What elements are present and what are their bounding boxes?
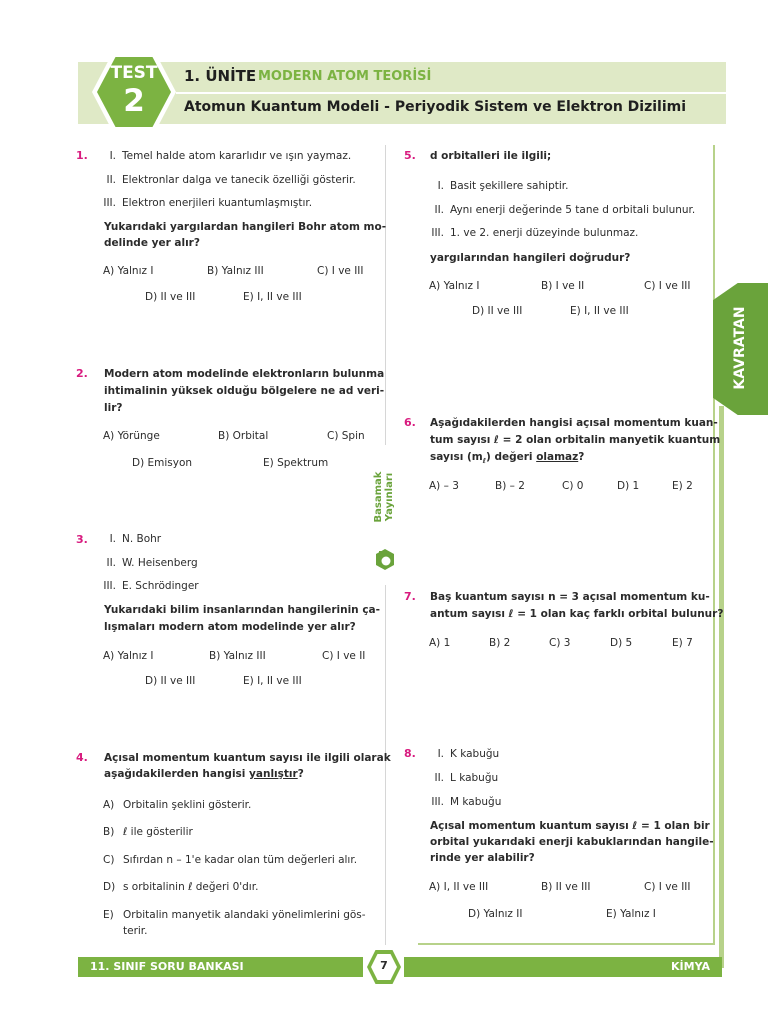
list-item: I. K kabuğu — [437, 748, 500, 760]
question-stem: lışmaları modern atom modelinde yer alır? — [104, 621, 356, 633]
option-e[interactable]: E) I, II ve III — [243, 675, 302, 687]
option-b[interactable]: B) II ve III — [541, 881, 591, 893]
option-c[interactable]: C) 3 — [549, 637, 571, 649]
question-number: 3. — [76, 533, 88, 546]
page-number: 7 — [380, 959, 388, 972]
question-stem: sayısı $(m_\ell)$ değeri olamaz? — [430, 451, 585, 466]
question-stem: tum sayısı ℓ = 2 olan orbitalin manyetik kuantum — [430, 434, 721, 446]
option-e[interactable]: E) I, II ve III — [570, 305, 629, 317]
unit-title: MODERN ATOM TEORİSİ — [258, 69, 432, 84]
option-e[interactable]: E) 2 — [672, 480, 693, 492]
side-tab-label: KAVRATAN — [732, 306, 748, 390]
question-stem: Açısal momentum kuantum sayısı ℓ = 1 olan bir — [430, 820, 710, 832]
footer-subject: KİMYA — [671, 960, 710, 973]
question-number: 4. — [76, 751, 88, 764]
option-c[interactable]: C) Spin — [327, 430, 365, 442]
list-item: I. Temel halde atom kararlıdır ve ışın yaymaz. — [109, 150, 352, 162]
question-stem: Modern atom modelinde elektronların bulunma — [104, 368, 385, 380]
question-stem: orbital yukarıdaki enerji kabuklarından hangile- — [430, 836, 714, 848]
question-stem: lir? — [104, 402, 123, 414]
question-number: 2. — [76, 367, 88, 380]
option-d[interactable]: D) II ve III — [472, 305, 523, 317]
option-a[interactable]: A) – 3 — [429, 480, 459, 492]
question-stem: d orbitalleri ile ilgili; — [430, 150, 552, 162]
option-d[interactable]: D) 5 — [610, 637, 633, 649]
list-item: III. E. Schrödinger — [103, 580, 199, 592]
list-item: III. Elektron enerjileri kuantumlaşmıştır. — [103, 197, 313, 209]
question-stem: antum sayısı ℓ = 1 olan kaç farklı orbital bulunur? — [430, 608, 724, 620]
list-item: I. Basit şekillere sahiptir. — [437, 180, 569, 192]
option-c[interactable]: C) I ve III — [317, 265, 364, 277]
list-item: III. 1. ve 2. enerji düzeyinde bulunmaz. — [431, 227, 639, 239]
question-stem: Yukarıdaki yargılardan hangileri Bohr atom mo- — [104, 221, 387, 233]
option-c[interactable]: C) Sıfırdan n – 1'e kadar olan tüm değerleri alır. — [103, 854, 358, 866]
unit-label: 1. ÜNİTE — [184, 67, 257, 85]
test-number: 2 — [123, 83, 145, 119]
option-b[interactable]: B) 2 — [489, 637, 511, 649]
footer-book-title: 11. SINIF SORU BANKASI — [90, 960, 244, 973]
list-item: II. Aynı enerji değerinde 5 tane d orbitali bulunur. — [434, 204, 696, 216]
option-a[interactable]: A) Yalnız I — [103, 265, 154, 277]
question-stem: yargılarından hangileri doğrudur? — [430, 252, 631, 264]
option-e[interactable]: E) Yalnız I — [606, 908, 656, 920]
question-stem: delinde yer alır? — [104, 237, 200, 249]
question-number: 6. — [404, 416, 416, 429]
question-stem: Açısal momentum kuantum sayısı ile ilgili olarak — [104, 752, 391, 764]
list-item: III. M kabuğu — [431, 796, 502, 808]
publisher-watermark: Basamak Yayınları — [373, 471, 395, 523]
question-number: 1. — [76, 149, 88, 162]
option-e[interactable]: E) Spektrum — [263, 457, 329, 469]
list-item: II. Elektronlar dalga ve tanecik özelliği gösterir. — [106, 174, 356, 186]
list-item: II. W. Heisenberg — [106, 557, 198, 569]
option-d[interactable]: D) II ve III — [145, 675, 196, 687]
option-e-continued: terir. — [123, 925, 148, 937]
option-e[interactable]: E) Orbitalin manyetik alandaki yönelimlerini gös- — [103, 909, 366, 921]
question-stem: ihtimalinin yüksek olduğu bölgelere ne ad veri- — [104, 385, 385, 397]
question-stem: Yukarıdaki bilim insanlarından hangilerinin ça- — [104, 604, 380, 616]
option-a[interactable]: A) Yalnız I — [429, 280, 480, 292]
option-d[interactable]: D) Yalnız II — [468, 908, 523, 920]
option-b[interactable]: B) Yalnız III — [207, 265, 264, 277]
option-c[interactable]: C) I ve III — [644, 881, 691, 893]
option-a[interactable]: A) Yalnız I — [103, 650, 154, 662]
page-frame-right — [713, 145, 715, 945]
question-stem: rinde yer alabilir? — [430, 852, 535, 864]
option-e[interactable]: E) I, II ve III — [243, 291, 302, 303]
option-b[interactable]: B) – 2 — [495, 480, 525, 492]
column-divider-top — [385, 145, 386, 445]
option-a[interactable]: A) Yörünge — [103, 430, 160, 442]
option-b[interactable]: B) Yalnız III — [209, 650, 266, 662]
option-c[interactable]: C) I ve II — [322, 650, 366, 662]
option-a[interactable]: A) 1 — [429, 637, 451, 649]
question-stem: aşağıdakilerden hangisi yanlıştır? — [104, 768, 304, 780]
option-b[interactable]: B) Orbital — [218, 430, 269, 442]
option-b[interactable]: B) ℓ ile gösterilir — [103, 826, 193, 838]
option-d[interactable]: D) s orbitalinin ℓ değeri 0'dır. — [103, 881, 259, 893]
header-divider — [176, 92, 726, 94]
question-number: 5. — [404, 149, 416, 162]
option-c[interactable]: C) 0 — [562, 480, 584, 492]
list-item: II. L kabuğu — [434, 772, 499, 784]
list-item: I. N. Bohr — [109, 533, 162, 545]
option-e[interactable]: E) 7 — [672, 637, 693, 649]
option-d[interactable]: D) Emisyon — [132, 457, 193, 469]
option-c[interactable]: C) I ve III — [644, 280, 691, 292]
page-subtitle: Atomun Kuantum Modeli - Periyodik Sistem ve Elektron Dizilimi — [184, 99, 687, 115]
page-frame-bottom — [418, 943, 715, 945]
test-label: TEST — [110, 63, 158, 83]
option-a[interactable]: A) Orbitalin şeklini gösterir. — [103, 799, 252, 811]
page-frame-right-outer — [719, 406, 724, 968]
question-number: 8. — [404, 747, 416, 760]
option-d[interactable]: D) 1 — [617, 480, 640, 492]
option-b[interactable]: B) I ve II — [541, 280, 585, 292]
column-divider-bottom — [385, 585, 386, 945]
option-d[interactable]: D) II ve III — [145, 291, 196, 303]
publisher-logo-icon — [374, 547, 396, 577]
option-a[interactable]: A) I, II ve III — [429, 881, 489, 893]
question-number: 7. — [404, 590, 416, 603]
question-stem: Aşağıdakilerden hangisi açısal momentum kuan- — [430, 417, 718, 429]
question-stem: Baş kuantum sayısı n = 3 açısal momentum ku- — [430, 591, 710, 603]
